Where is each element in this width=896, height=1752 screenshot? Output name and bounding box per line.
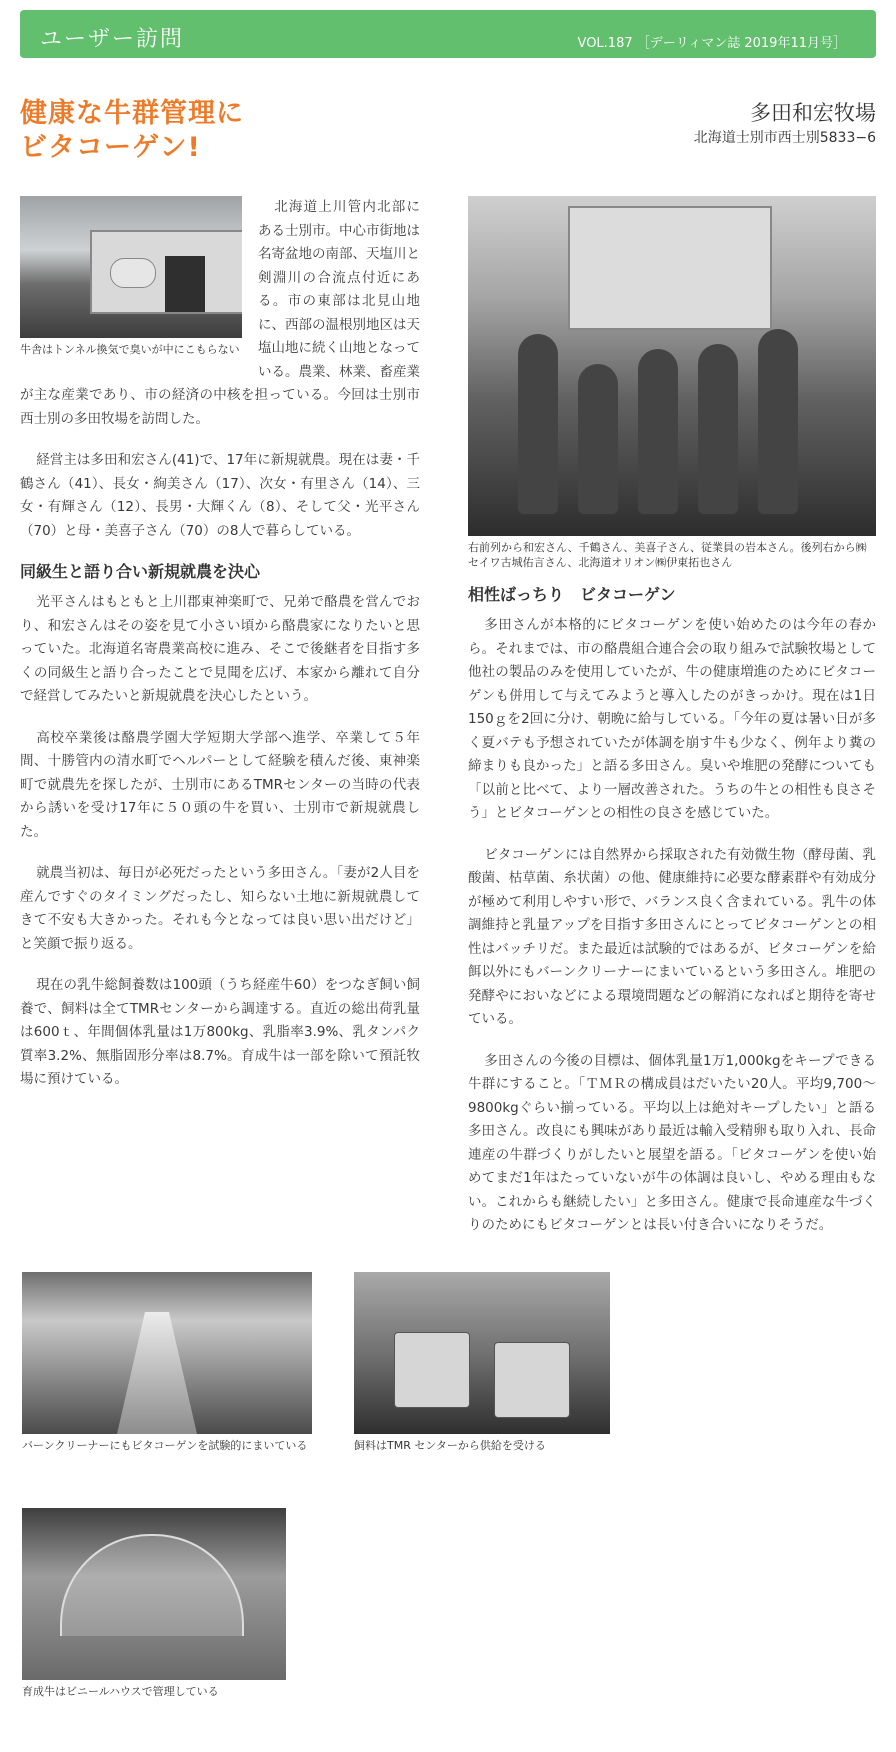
barn-cleaner-caption: バーンクリーナーにもビタコーゲンを試験的にまいている [22,1439,308,1452]
issue-label: VOL.187 ［デーリィマン誌 2019年11月号］ [577,36,846,51]
barn-cleaner-photo [22,1272,312,1434]
feed-caption: 飼料はTMR センターから供給を受ける [354,1439,546,1452]
barn-caption: 牛舎はトンネル換気で臭いが中にこもらない [20,343,240,356]
greenhouse-figure [22,1508,286,1699]
group-caption: 右前列から和宏さん、千鶴さん、美喜子さん、従業員の岩本さん。後列右から㈱セイワ古城佑言さん、北海道オリオン㈱伊東拓也さん [468,541,867,569]
person-shape [698,344,738,514]
farm-address: 北海道士別市西士別5833−6 [693,130,876,146]
feed-photo [354,1272,610,1434]
usage-paragraph: 多田さんが本格的にビタコーゲンを使い始めたのは今年の春から。それまでは、市の酪農組合連合会の取り組みで試験牧場として他社の製品のみを使用していたが、牛の健康増進のためにビタコーゲンも併用して与えてみようと導入したのがきっかけ。現在は1日150ｇを2回に分け、朝晩に給与している。「今年の夏は暑い日が多く夏バテも予想されていたが体調を崩す牛も少なく、例年より糞の締まりも良かった」と語る多田さん。臭いや堆肥の発酵についても「以前と比べて、より一層改善された。うちの牛との相性も良さそう」とビタコーゲンとの相性の良さを感じていた。 [468,617,876,821]
farm-name: 多田和宏牧場 [750,101,876,125]
article-title [20,97,244,165]
person-shape [758,329,798,514]
current-paragraph: 現在の乳牛総飼養数は100頭（うち経産牛60）をつなぎ飼い飼養で、飼料は全てTMRセンターから調達する。直近の総出荷乳量は600ｔ、年間個体乳量は1万800kg、乳脂率3.9%、乳タンパク質率3.2%、無脂固形分率は8.7%。育成牛は一部を除いて預託牧場に預けている。 [20,977,420,1087]
article-title-line2: ビタコーゲン! [20,132,201,163]
barn-tank-shape [110,258,156,288]
group-photo [468,196,876,536]
greenhouse-photo [22,1508,286,1680]
person-shape [638,349,678,514]
barn-door-shape [165,256,205,312]
feed-bale-shape [394,1332,470,1408]
left-column [20,196,420,1110]
article-title-line1: 健康な牛群管理に [20,98,244,129]
right-column [468,196,876,1256]
feed-bale-shape [494,1342,570,1418]
house-shape [568,206,772,330]
barn-lane-shape [117,1312,197,1434]
barn-cleaner-figure [22,1272,312,1453]
goals-paragraph: 多田さんの今後の目標は、個体乳量1万1,000kgをキープできる牛群にすること。「ＴＭＲの構成員はだいたい20人。平均9,700～9800kgぐらい揃っている。平均以上は絶対キープしたい」と語る多田さん。改良にも興味があり最近は輸入受精卵も取り入れ、長命連産の牛群づくりがしたいと展望を語る。「ビタコーゲンを使い始めてまだ1年はたっていないが牛の体調は良いし、やめる理由もない。これからも継続したい」と多田さん。健康で長命連産な牛づくりのためにもビタコーゲンとは長い付き合いになりそうだ。 [468,1052,876,1233]
greenhouse-arch-shape [60,1534,244,1636]
barn-figure [20,196,242,357]
greenhouse-caption: 育成牛はビニールハウスで管理している [22,1685,219,1698]
family-paragraph: 経営主は多田和宏さん(41)で、17年に新規就農。現在は妻・千鶴さん（41）、長女・絢美さん（17）、次女・有里さん（14）、三女・有輝さん（12）、長男・大輝くん（8）、そして父・光平さん（70）と母・美喜子さん（70）の8人で暮らしている。 [20,452,420,539]
section-title: ユーザー訪問 [40,27,185,52]
header-bar [20,10,876,58]
right-section-heading: 相性ばっちり ビタコーゲン [468,585,676,604]
person-shape [578,364,618,514]
left-section-heading: 同級生と語り合い新規就農を決心 [20,562,261,581]
background-paragraph: 光平さんはもともと上川郡東神楽町で、兄弟で酪農を営んでおり、和宏さんはその姿を見て小さい頃から酪農家になりたいと思っていた。北海道名寄農業高校に進み、そこで後継者を目指す多くの同級生と語り合ったことで見聞を広げ、本家から離れて自分で経営してみたいと新規就農を決心したという。 [20,594,420,704]
intro-paragraph: 北海道上川管内北部にある士別市。中心市街地は名寄盆地の南部、天塩川と剣淵川の合流点付近にある。市の東部は北見山地に、西部の温根別地区は天塩山地に続く山地となっている。農業、林業、畜産業が主な産業であり、市の経済の中核を担っている。今回は士別市西士別の多田牧場を訪問した。 [20,199,420,427]
product-paragraph: ビタコーゲンには自然界から採取された有効微生物（酵母菌、乳酸菌、枯草菌、糸状菌）の他、健康維持に必要な酵素群や有効成分が極めて利用しやすい形で、バランス良く含まれている。乳牛の体調維持と乳量アップを目指す多田さんにとってビタコーゲンとの相性はバッチリだ。また最近は試験的ではあるが、ビタコーゲンを給餌以外にもバーンクリーナーにまいているという多田さん。堆肥の発酵やにおいなどによる環境問題などの解消になればと期待を寄せている。 [468,846,876,1027]
career-paragraph: 高校卒業後は酪農学園大学短期大学部へ進学、卒業して５年間、十勝管内の清水町でヘルパーとして経験を積んだ後、東神楽町で就農先を探したが、士別市にあるTMRセンターの当時の代表から誘いを受け17年に５０頭の牛を買い、士別市で新規就農した。 [20,729,420,840]
barn-photo [20,196,242,338]
person-shape [518,334,558,514]
start-paragraph: 就農当初は、毎日が必死だったという多田さん。「妻が2人目を産んですぐのタイミングだったし、知らない土地に新規就農してきて不安も大きかった。それも今となっては良い思い出だけど」と笑顔で振り返る。 [20,865,420,952]
feed-figure [354,1272,610,1453]
